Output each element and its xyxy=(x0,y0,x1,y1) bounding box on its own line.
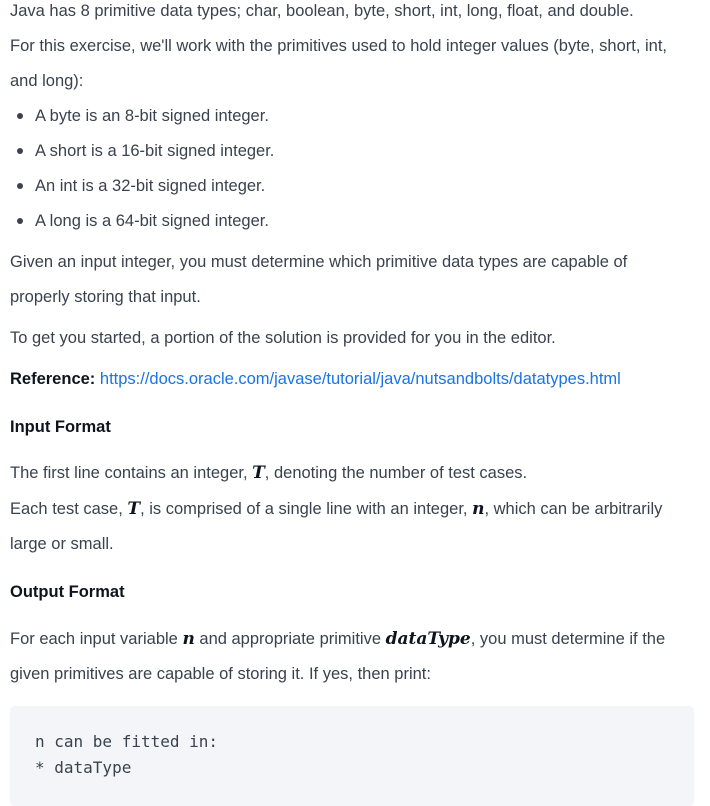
input-format-line-3: large or small. xyxy=(10,535,114,553)
code-line: * dataType xyxy=(35,758,132,777)
math-var-t: T xyxy=(252,463,265,483)
output-format-line-2: given primitives are capable of storing it. If yes, then print: xyxy=(10,665,431,683)
text-segment: , is comprised of a single line with an integer, xyxy=(140,500,473,518)
text-segment: , denoting the number of test cases. xyxy=(264,464,528,482)
reference-label: Reference: xyxy=(10,370,96,388)
text-segment: The first line contains an integer, xyxy=(10,464,253,482)
text-segment: , you must determine if the xyxy=(470,630,666,648)
starter-text: To get you started, a portion of the solution is provided for you in the editor. xyxy=(10,329,556,347)
input-format-line-2 xyxy=(10,498,662,520)
intro-line-3: and long): xyxy=(10,72,84,90)
bullet-dot-icon xyxy=(17,113,23,119)
math-var-n: n xyxy=(472,499,485,519)
reference-link[interactable]: https://docs.oracle.com/javase/tutorial/java/nutsandbolts/datatypes.html xyxy=(99,370,621,388)
text-segment: , which can be arbitrarily xyxy=(484,500,663,518)
text-segment: and appropriate primitive xyxy=(194,630,386,648)
input-format-heading: Input Format xyxy=(10,418,111,436)
list-item: A short is a 16-bit signed integer. xyxy=(35,142,275,160)
input-format-line-1 xyxy=(10,462,527,484)
intro-line-2: For this exercise, we'll work with the primitives used to hold integer values (byte, short, int, xyxy=(10,37,668,55)
intro-line-1: Java has 8 primitive data types; char, boolean, byte, short, int, long, float, and double. xyxy=(10,2,634,20)
code-line: n can be fitted in: xyxy=(35,732,219,751)
output-format-line-1 xyxy=(10,628,665,650)
output-format-heading: Output Format xyxy=(10,583,125,601)
text-segment: For each input variable xyxy=(10,630,183,648)
text-segment: Each test case, xyxy=(10,500,128,518)
list-item: A byte is an 8-bit signed integer. xyxy=(35,107,269,125)
sample-output-code-block xyxy=(10,706,694,806)
reference-line xyxy=(10,368,621,390)
task-line-2: properly storing that input. xyxy=(10,288,201,306)
list-item: An int is a 32-bit signed integer. xyxy=(35,177,266,195)
list-item: A long is a 64-bit signed integer. xyxy=(35,212,269,230)
math-var-datatype: dataType xyxy=(385,629,471,649)
bullet-dot-icon xyxy=(17,148,23,154)
bullet-dot-icon xyxy=(17,218,23,224)
math-var-n: n xyxy=(182,629,195,649)
math-var-t: T xyxy=(127,499,141,519)
bullet-dot-icon xyxy=(17,183,23,189)
task-line-1: Given an input integer, you must determine which primitive data types are capable of xyxy=(10,253,628,271)
